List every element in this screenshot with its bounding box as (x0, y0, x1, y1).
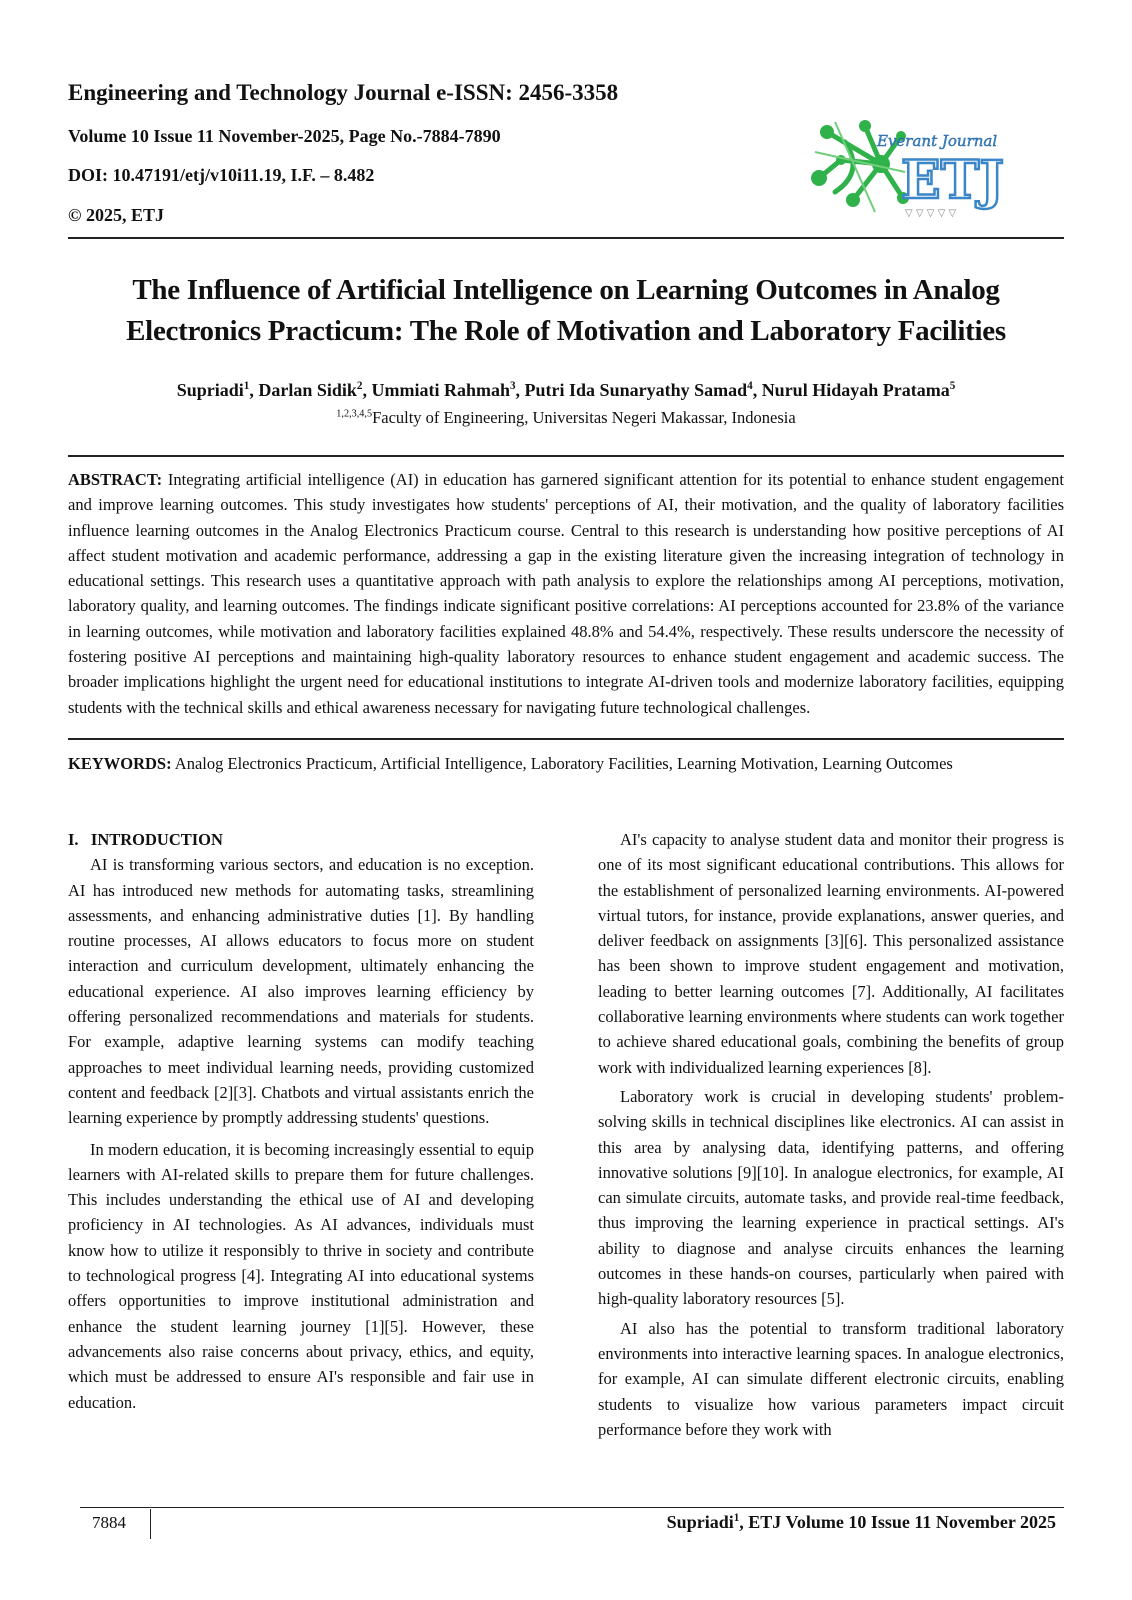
author-sup: 3 (509, 380, 516, 392)
page-number: 7884 (92, 1513, 126, 1532)
journal-title: Engineering and Technology Journal e-ISSN: 2456-3358 (68, 80, 619, 105)
keywords-label: KEYWORDS: (68, 754, 172, 773)
footer-author: Supriadi (666, 1512, 734, 1532)
left-column (68, 827, 534, 1415)
copyright: © 2025, ETJ (68, 205, 164, 225)
keywords-text: Analog Electronics Practicum, Artificial Intelligence, Laboratory Facilities, Learning Motivation, Learning Outcomes (171, 754, 953, 773)
affiliation-sup: 1,2,3,4,5 (336, 408, 373, 420)
intro-heading: I. INTRODUCTION (68, 830, 223, 849)
abstract-top-rule (68, 455, 1064, 457)
keywords-top-rule (68, 738, 1064, 740)
author-name: Supriadi (176, 380, 244, 400)
abstract (68, 467, 1064, 720)
doi-info: DOI: 10.47191/etj/v10i11.19, I.F. – 8.482 (68, 165, 375, 185)
author-name: Putri Ida Sunaryathy Samad (524, 380, 748, 400)
paper-title (68, 270, 1064, 352)
affiliation (68, 408, 1064, 428)
title-line-2: Electronics Practicum: The Role of Motivation and Laboratory Facilities (126, 315, 1006, 347)
paragraph: AI's capacity to analyse student data and monitor their progress is one of its most significant educational contributions. This allows for the establishment of personalized learning environments. AI-powered virtual tutors, for instance, provide explanations, answer queries, and deliver feedback on assignments [3][6]. This personalized assistance has been shown to improve student engagement and motivation, leading to better learning outcomes [7]. Additionally, AI facilitates collaborative learning environments where students can work together to achieve shared educational goals, combining the benefits of group work with individualized learning experiences [8]. (598, 830, 1064, 1077)
author-name: Ummiati Rahmah (371, 380, 510, 400)
footer-author-sup: 1 (733, 1512, 740, 1524)
header-rule (68, 237, 1064, 239)
abstract-label: ABSTRACT: (68, 470, 163, 489)
author-name: Nurul Hidayah Pratama (761, 380, 950, 400)
footer-citation (667, 1512, 1056, 1533)
volume-info: Volume 10 Issue 11 November-2025, Page No.-7884-7890 (68, 126, 501, 146)
paragraph: Laboratory work is crucial in developing students' problem-solving skills in technical disciplines like electronics. AI can assist in this area by analysing data, identifying patterns, and offering innovative solutions [9][10]. In analogue electronics, for example, AI can simulate circuits, automate tasks, and provide real-time feedback, thus improving the learning experience in practical settings. AI's ability to diagnose and analyse circuits enhances the learning outcomes in these hands-on courses, particularly when paired with high-quality laboratory resources [5]. (598, 1086, 1064, 1309)
author-sup: 4 (747, 380, 753, 392)
etj-logo (805, 112, 1015, 222)
logo-big-text: ETJ (901, 150, 1004, 211)
author-list: Supriadi$^1$, Darlan Sidik$^2$, Ummiati Rahmah$^3$, Putri Ida Sunaryathy Samad$^4$, Nurul Hidayah Pratama$^5$ (176, 380, 956, 400)
abstract-text: Integrating artificial intelligence (AI) in education has garnered significant attention for its potential to enhance student engagement and improve learning outcomes. This study investigates how students' perceptions of AI, their motivation, and the quality of laboratory facilities influence learning outcomes in the Analog Electronics Practicum course. Central to this research is understanding how positive perceptions of AI affect student motivation and academic performance, addressing a gap in the existing literature given the increasing integration of technology in educational settings. This research uses a quantitative approach with path analysis to explore the relationships among AI perceptions, motivation, laboratory quality, and learning outcomes. The findings indicate significant positive correlations: AI perceptions accounted for 23.8% of the variance in learning outcomes, while motivation and laboratory facilities explained 48.8% and 54.4%, respectively. These results underscore the necessity of fostering positive AI perceptions and maintaining high-quality laboratory resources to enhance student engagement and academic success. The broader implications highlight the urgent need for educational institutions to integrate AI-driven tools and modernize laboratory facilities, equipping students with the technical skills and ethical awareness necessary for navigating future technological challenges. (68, 470, 1064, 717)
footer-separator (150, 1509, 151, 1539)
footer-rule (80, 1507, 1064, 1508)
logo-top-text: Everant Journal (877, 132, 998, 150)
paragraph: In modern education, it is becoming increasingly essential to equip learners with AI-related skills to prepare them for future challenges. This includes understanding the ethical use of AI and developing proficiency in AI technologies. As AI advances, individuals must know how to utilize it responsibly to thrive in society and contribute to technological progress [4]. Integrating AI into educational systems offers opportunities to improve institutional administration and enhance the student learning journey [1][5]. However, these advancements also raise concerns about privacy, ethics, and equity, which must be addressed to ensure AI's responsible and fair use in education. (68, 1139, 534, 1412)
author-sup: 2 (356, 380, 363, 392)
svg-text:▽ ▽ ▽ ▽ ▽: ▽ ▽ ▽ ▽ ▽ (905, 208, 957, 219)
footer-journal-info: , ETJ Volume 10 Issue 11 November 2025 (739, 1512, 1056, 1532)
author-sup: 5 (949, 380, 956, 392)
paragraph: AI is transforming various sectors, and education is no exception. AI has introduced new methods for automating tasks, streamlining assessments, and enhancing administrative duties [1]. By handling routine processes, AI allows educators to focus more on student interaction and curriculum development, ultimately enhancing the educational experience. AI also improves learning efficiency by offering personalized recommendations and materials for students. For example, adaptive learning systems can modify teaching approaches to meet individual learning needs, providing customized content and feedback [2][3]. Chatbots and virtual assistants enrich the learning experience by promptly addressing students' questions. (68, 855, 534, 1128)
paragraph: AI also has the potential to transform traditional laboratory environments into interactive learning spaces. In analogue electronics, for example, AI can simulate different electronic circuits, enabling students to visualize how various parameters impact circuit performance before they work with (598, 1318, 1064, 1439)
title-line-1: The Influence of Artificial Intelligence on Learning Outcomes in Analog (132, 274, 1000, 306)
right-column (598, 827, 1064, 1442)
affiliation-text: Faculty of Engineering, Universitas Negeri Makassar, Indonesia (372, 408, 796, 427)
author-sup: 1 (243, 380, 250, 392)
keywords (68, 751, 1064, 776)
author-name: Darlan Sidik (258, 380, 357, 400)
